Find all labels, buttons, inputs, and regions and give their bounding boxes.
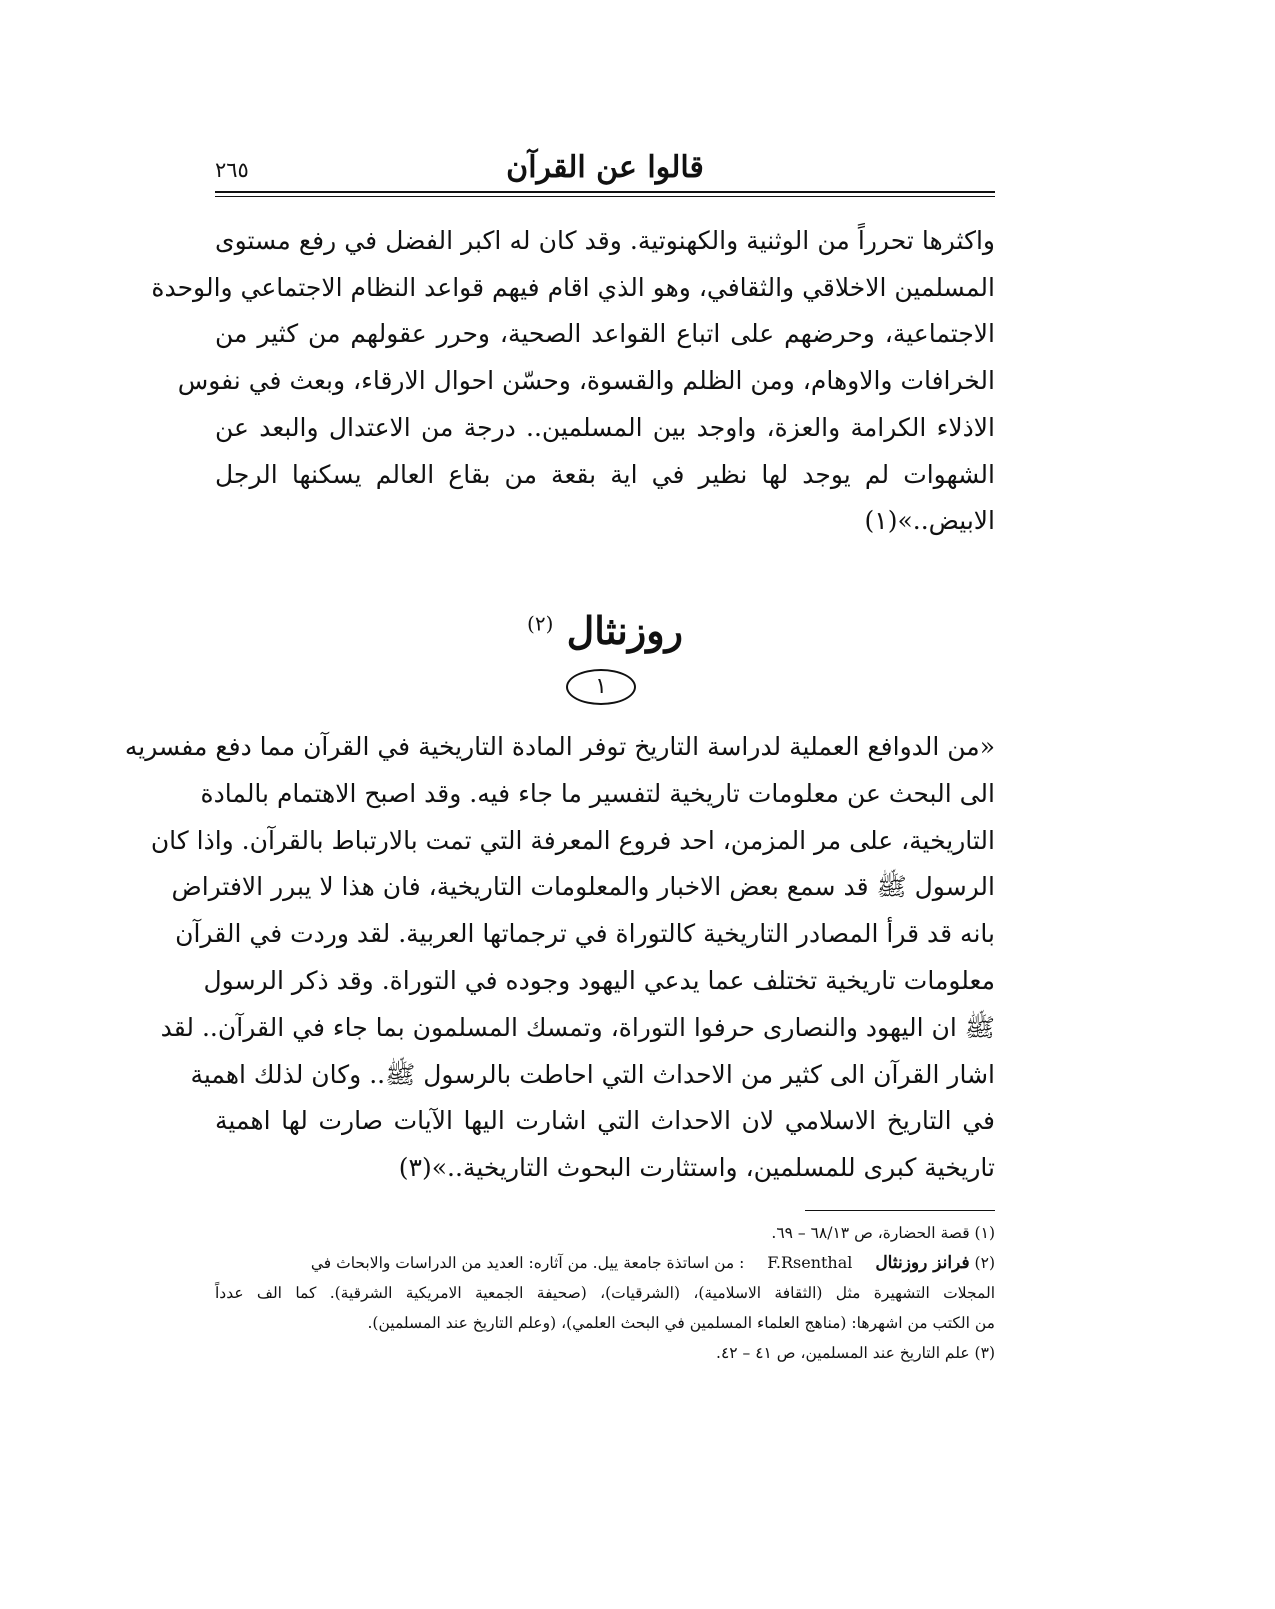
text-line: واكثرها تحرراً من الوثنية والكهنوتية. وقد كان له اكبر الفضل في رفع مستوى (215, 226, 995, 255)
quote-paragraph-2 (124, 724, 995, 1192)
text-line: في التاريخ الاسلامي لان الاحداث التي اشارت اليها الآيات صارت لها اهمية (215, 1106, 995, 1136)
section-heading (215, 608, 995, 653)
text-line: الاذلاء الكرامة والعزة، واوجد بين المسلمين.. درجة من الاعتدال والبعد عن (215, 412, 995, 442)
text-line: معلومات تاريخية تختلف عما يدعي اليهود وجوده في التوراة. وقد ذكر الرسول (203, 965, 995, 995)
text-line: الاجتماعية، وحرضهم على اتباع القواعد الصحية، وحرر عقولهم من كثير من (215, 319, 995, 349)
page-header (215, 150, 995, 194)
text-line: المسلمين الاخلاقي والثقافي، وهو الذي اقام فيهم قواعد النظام الاجتماعي والوحدة (151, 272, 995, 302)
text-line: الشهوات لم يوجد لها نظير في اية بقعة من بقاع العالم يسكنها الرجل (215, 459, 995, 489)
quote-number-badge: ١ (566, 669, 636, 705)
text-line: «من الدوافع العملية لدراسة التاريخ توفر المادة التاريخية في القرآن مما دفع مفسريه (124, 732, 995, 761)
footnotes (215, 1218, 995, 1368)
text-line: بانه قد قرأ المصادر التاريخية كالتوراة في ترجماتها العربية. لقد وردت في القرآن (175, 919, 995, 949)
book-title: قالوا عن القرآن (506, 150, 704, 185)
header-rule-thin (215, 196, 995, 197)
text-line: الرسول ﷺ قد سمع بعض الاخبار والمعلومات التاريخية، فان هذا لا يبرر الافتراض (171, 872, 995, 902)
quote-paragraph-1 (151, 218, 995, 545)
text-line: ﷺ ان اليهود والنصارى حرفوا التوراة، وتمسك المسلمون بما جاء في القرآن.. لقد (160, 1012, 995, 1042)
footnote-2-text: : من اساتذة جامعة ييل. من آثاره: العديد من الدراسات والابحاث في (310, 1254, 745, 1272)
footnote-2-latin-name: F.Rsenthal (767, 1253, 853, 1272)
footnote-separator (805, 1210, 995, 1211)
text-line: تاريخية كبرى للمسلمين، واستثارت البحوث التاريخية..»(٣) (398, 1153, 995, 1183)
text-line: الى البحث عن معلومات تاريخية لتفسير ما جاء فيه. وقد اصبح الاهتمام بالمادة (200, 778, 995, 808)
page-number: ٢٦٥ (215, 158, 249, 182)
footnote-2 (215, 1248, 995, 1278)
text-line: التاريخية، على مر المزمن، احد فروع المعرفة التي تمت بالارتباط بالقرآن. واذا كان (150, 825, 995, 855)
footnote-2-prefix: (٢) (974, 1254, 995, 1272)
footnote-2-author: فرانز روزنثال (875, 1253, 970, 1273)
section-title-reference: (٢) (527, 611, 554, 636)
section-title-text: روزنثال (566, 608, 683, 653)
text-line: الخرافات والاوهام، ومن الظلم والقسوة، وحسّن احوال الارقاء، وبعث في نفوس (177, 366, 995, 396)
footnote-2-line-3: من الكتب من اشهرها: (مناهج العلماء المسلمين في البحث العلمي)، (وعلم التاريخ عند المسلمين). (367, 1314, 995, 1332)
text-line: اشار القرآن الى كثير من الاحداث التي احاطت بالرسول ﷺ.. وكان لذلك اهمية (190, 1059, 995, 1089)
text-line: الابيض..»(١) (864, 506, 995, 536)
header-rule-thick (215, 191, 995, 193)
footnote-1: (١) قصة الحضارة، ص ٦٨/١٣ – ٦٩. (771, 1224, 995, 1242)
footnote-3: (٣) علم التاريخ عند المسلمين، ص ٤١ – ٤٢. (716, 1344, 995, 1362)
footnote-2-line-2: المجلات التشهيرة مثل (الثقافة الاسلامية)، (الشرقيات)، (صحيفة الجمعية الامريكية الشرقية). كما الف عدداً (215, 1284, 995, 1302)
